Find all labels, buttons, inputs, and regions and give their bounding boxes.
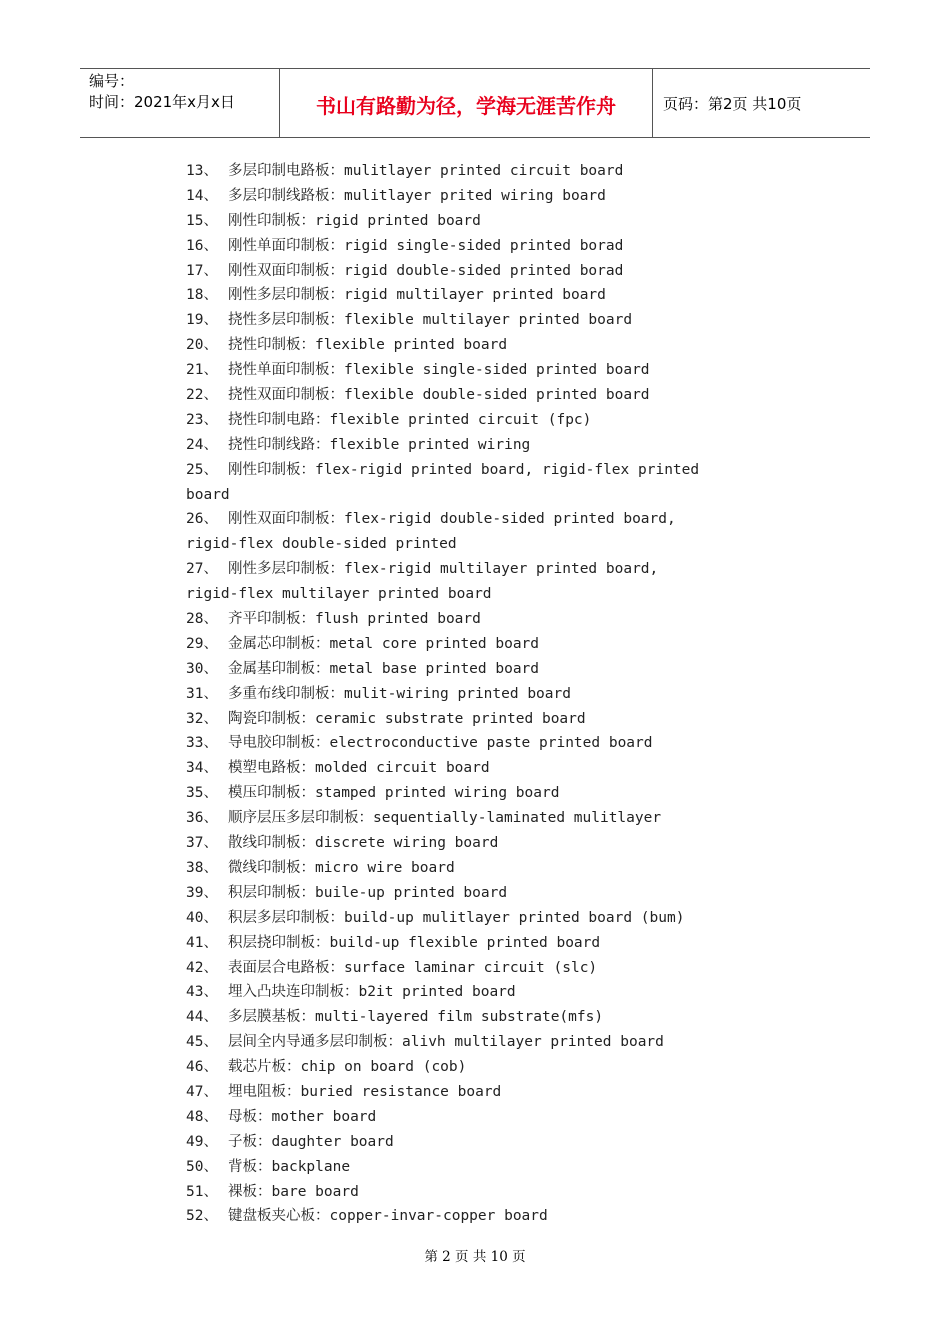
item-text: 刚性多层印制板：rigid multilayer printed board	[228, 287, 606, 304]
item-text: 载芯片板：chip on board (cob)	[228, 1059, 467, 1076]
item-text: 母板：mother board	[228, 1108, 377, 1125]
item-text: 刚性印制板：rigid printed board	[228, 212, 481, 229]
item-number: 45、	[186, 1034, 218, 1051]
list-item	[186, 682, 746, 707]
item-number: 47、	[186, 1083, 218, 1100]
list-item	[186, 931, 746, 956]
page-info: 页码：第2页 共10页	[663, 94, 802, 113]
item-number: 18、	[186, 287, 218, 304]
list-item	[186, 308, 746, 333]
list-item	[186, 557, 746, 582]
item-text: 子板：daughter board	[228, 1133, 394, 1150]
item-text: 多重布线印制板：mulit-wiring printed board	[228, 685, 571, 702]
item-number: 35、	[186, 785, 218, 802]
item-number: 27、	[186, 561, 218, 578]
item-number: 21、	[186, 362, 218, 379]
item-text: 刚性多层印制板：flex-rigid multilayer printed board,	[228, 561, 659, 578]
item-text: 散线印制板：discrete wiring board	[228, 835, 499, 852]
list-item	[186, 1105, 746, 1130]
list-item	[186, 209, 746, 234]
list-item	[186, 507, 746, 532]
list-item	[186, 906, 746, 931]
list-item	[186, 408, 746, 433]
item-number: 29、	[186, 635, 218, 652]
motto: 书山有路勤为径，学海无涯苦作舟	[280, 69, 653, 137]
item-text: 背板：backplane	[228, 1158, 351, 1175]
list-item	[186, 781, 746, 806]
list-item	[186, 1055, 746, 1080]
list-item	[186, 756, 746, 781]
item-number: 48、	[186, 1108, 218, 1125]
list-item	[186, 632, 746, 657]
item-text: 多层印制电路板：mulitlayer printed circuit board	[228, 163, 624, 179]
item-number: 49、	[186, 1133, 218, 1150]
item-text: 陶瓷印制板：ceramic substrate printed board	[228, 710, 586, 727]
item-text: 齐平印制板：flush printed board	[228, 611, 481, 628]
item-text: 埋电阻板：buried resistance board	[228, 1083, 502, 1100]
item-number: 16、	[186, 237, 218, 254]
list-item	[186, 234, 746, 259]
item-number: 17、	[186, 262, 218, 279]
document-header	[80, 68, 870, 138]
glossary-list	[186, 159, 746, 1229]
list-item	[186, 1204, 746, 1229]
list-item	[186, 856, 746, 881]
list-item	[186, 731, 746, 756]
item-number: 33、	[186, 735, 218, 752]
page-footer: 第 2 页 共 10 页	[424, 1249, 526, 1265]
item-text: 导电胶印制板：electroconductive paste printed board	[228, 735, 653, 752]
list-item	[186, 1130, 746, 1155]
list-item	[186, 383, 746, 408]
list-item	[186, 333, 746, 358]
list-item	[186, 433, 746, 458]
item-number: 24、	[186, 436, 218, 453]
item-text: 积层印制板：buile-up printed board	[228, 884, 508, 901]
item-text: 挠性多层印制板：flexible multilayer printed board	[228, 312, 633, 329]
list-item	[186, 1080, 746, 1105]
item-number: 30、	[186, 660, 218, 677]
item-text: 模塑电路板：molded circuit board	[228, 760, 490, 777]
list-item	[186, 483, 746, 508]
item-text: 顺序层压多层印制板：sequentially-laminated mulitlayer	[228, 810, 662, 827]
item-number: 43、	[186, 984, 218, 1001]
item-number: 14、	[186, 187, 218, 204]
item-text: 多层膜基板：multi-layered film substrate(mfs)	[228, 1009, 604, 1026]
item-number: 15、	[186, 212, 218, 229]
time-label: 时间：2021年x月x日	[89, 93, 235, 111]
list-item	[186, 159, 746, 184]
list-item	[186, 707, 746, 732]
item-text: 金属基印制板：metal base printed board	[228, 660, 540, 677]
list-item	[186, 184, 746, 209]
item-text: 裸板：bare board	[228, 1183, 359, 1200]
list-item	[186, 582, 746, 607]
item-number: 39、	[186, 884, 218, 901]
item-number: 20、	[186, 337, 218, 354]
item-number: 44、	[186, 1009, 218, 1026]
item-text: 刚性双面印制板：rigid double-sided printed borad	[228, 262, 624, 279]
list-item	[186, 831, 746, 856]
item-number: 26、	[186, 511, 218, 528]
item-text: 积层多层印制板：build-up mulitlayer printed board (bum)	[228, 909, 685, 926]
item-number: 32、	[186, 710, 218, 727]
item-text: 挠性印制板：flexible printed board	[228, 337, 508, 354]
item-number: 34、	[186, 760, 218, 777]
item-number: 46、	[186, 1059, 218, 1076]
item-number: 19、	[186, 312, 218, 329]
item-text: 层间全内导通多层印制板：alivh multilayer printed board	[228, 1034, 664, 1051]
item-number: 50、	[186, 1158, 218, 1175]
item-number: 22、	[186, 387, 218, 404]
item-text: 微线印制板：micro wire board	[228, 859, 455, 876]
item-number: 38、	[186, 859, 218, 876]
list-item	[186, 458, 746, 483]
item-text: 金属芯印制板：metal core printed board	[228, 635, 540, 652]
header-meta	[80, 69, 280, 137]
list-item	[186, 1155, 746, 1180]
item-text: 多层印制线路板：mulitlayer prited wiring board	[228, 187, 606, 204]
item-text: 挠性单面印制板：flexible single-sided printed board	[228, 362, 650, 379]
item-number: 51、	[186, 1183, 218, 1200]
item-text: 表面层合电路板：surface laminar circuit (slc)	[228, 959, 598, 976]
item-text: 积层挠印制板：build-up flexible printed board	[228, 934, 601, 951]
list-item	[186, 283, 746, 308]
list-item	[186, 881, 746, 906]
item-number: 52、	[186, 1208, 218, 1225]
list-item	[186, 259, 746, 284]
list-item	[186, 532, 746, 557]
item-text: 挠性印制电路：flexible printed circuit (fpc)	[228, 411, 592, 428]
item-number: 31、	[186, 685, 218, 702]
list-item	[186, 1180, 746, 1205]
item-text: 埋入凸块连印制板：b2it printed board	[228, 984, 516, 1001]
list-item	[186, 358, 746, 383]
list-item	[186, 607, 746, 632]
item-text: 刚性单面印制板：rigid single-sided printed borad	[228, 237, 624, 254]
item-number: 28、	[186, 611, 218, 628]
item-number: 42、	[186, 959, 218, 976]
item-number: 25、	[186, 461, 218, 478]
number-label: 编号：	[89, 72, 135, 90]
item-text: 挠性双面印制板：flexible double-sided printed board	[228, 387, 650, 404]
item-text: rigid-flex double-sided printed	[186, 536, 457, 553]
list-item	[186, 657, 746, 682]
list-item	[186, 806, 746, 831]
item-text: 刚性印制板：flex-rigid printed board, rigid-flex printed	[228, 461, 700, 478]
item-text: board	[186, 486, 230, 503]
item-number: 40、	[186, 909, 218, 926]
list-item	[186, 1005, 746, 1030]
item-text: 键盘板夹心板：copper-invar-copper board	[228, 1208, 548, 1225]
item-number: 13、	[186, 163, 218, 179]
list-item	[186, 1030, 746, 1055]
item-text: 挠性印制线路：flexible printed wiring	[228, 436, 531, 453]
list-item	[186, 980, 746, 1005]
item-number: 36、	[186, 810, 218, 827]
item-text: 刚性双面印制板：flex-rigid double-sided printed board,	[228, 511, 676, 528]
item-text: 模压印制板：stamped printed wiring board	[228, 785, 560, 802]
item-number: 37、	[186, 835, 218, 852]
item-number: 23、	[186, 411, 218, 428]
item-number: 41、	[186, 934, 218, 951]
item-text: rigid-flex multilayer printed board	[186, 586, 492, 603]
list-item	[186, 956, 746, 981]
